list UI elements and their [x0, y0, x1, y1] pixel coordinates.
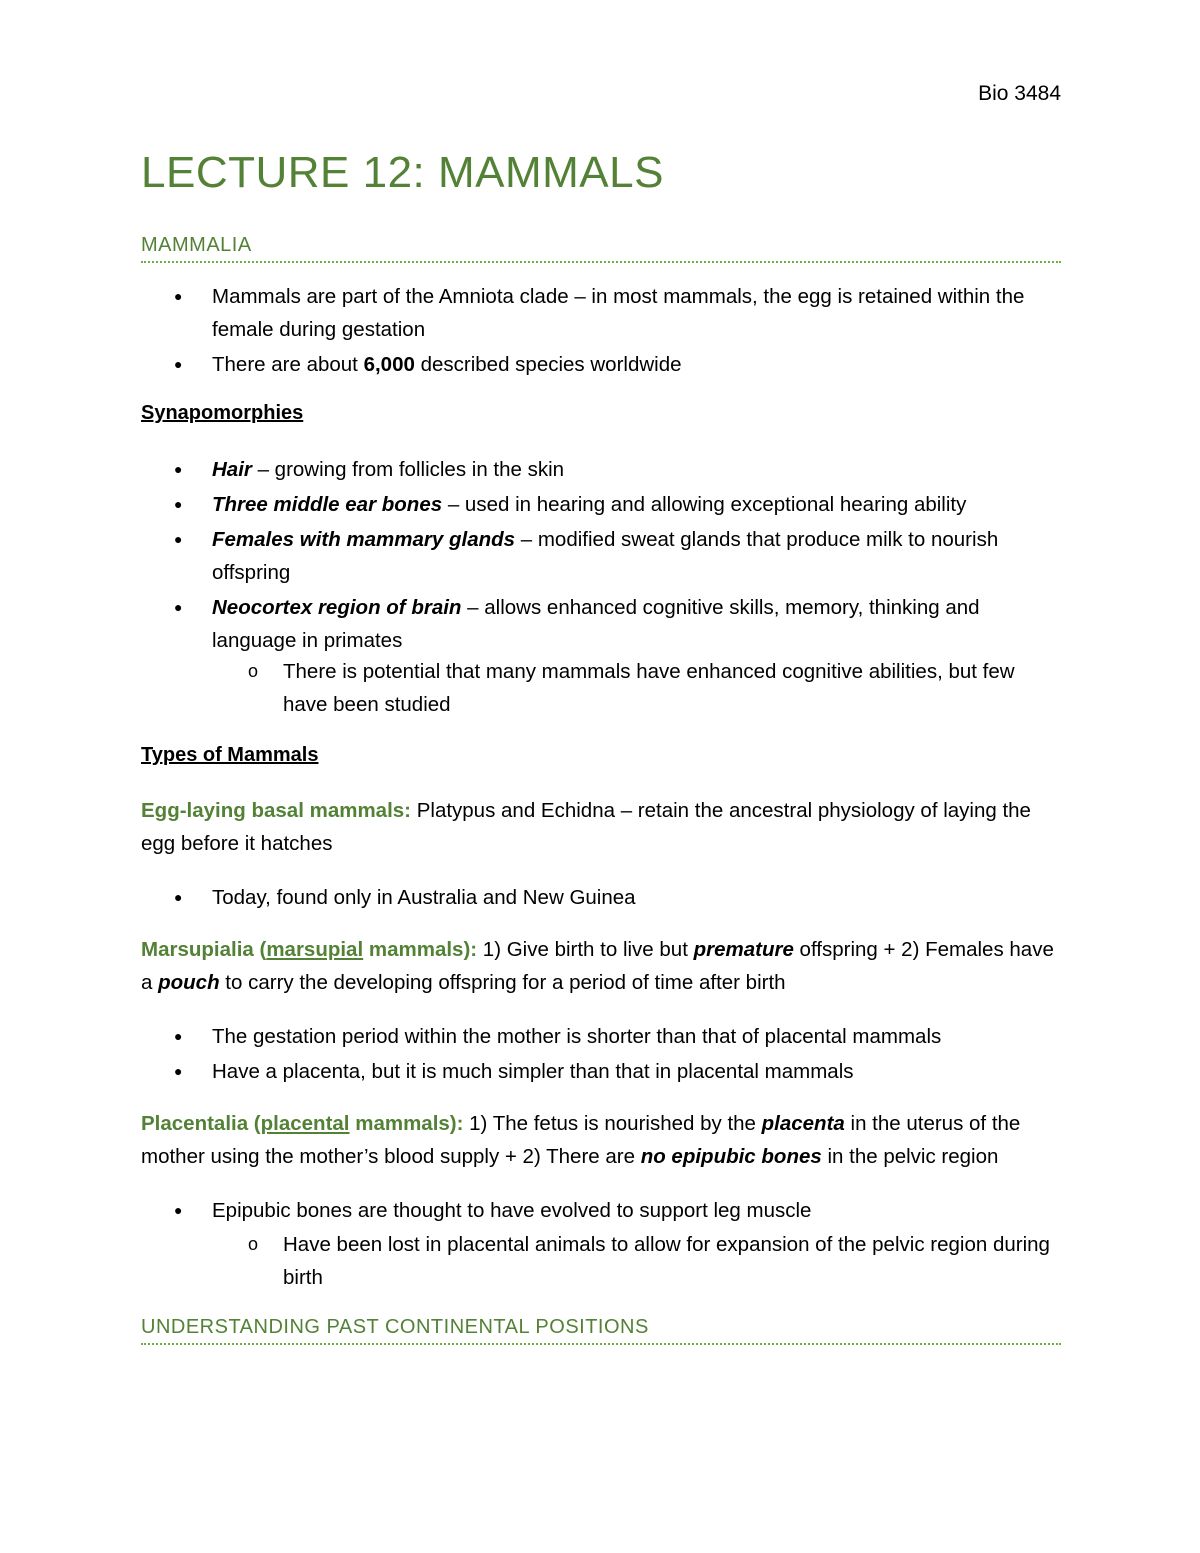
species-count: 6,000 [363, 353, 415, 376]
egg-laying-bullet-list [141, 881, 1061, 916]
synapomorphies-list [141, 453, 1061, 659]
egg-laying-paragraph: Egg-laying basal mammals: Platypus and Echidna – retain the ancestral physiology of laying the egg before it hatches [141, 799, 1031, 855]
list-item: o There is potential that many mammals have enhanced cognitive abilities, but few have been studied [212, 655, 1061, 721]
list-item: ● Three middle ear bones – used in hearing and allowing exceptional hearing ability [141, 488, 1061, 521]
section-heading-continental: UNDERSTANDING PAST CONTINENTAL POSITIONS [141, 1316, 1061, 1345]
list-item: ● Neocortex region of brain – allows enhanced cognitive skills, memory, thinking and language in primates [141, 591, 1061, 657]
list-item: ● The gestation period within the mother is shorter than that of placental mammals [141, 1020, 1061, 1053]
list-item: ● There are about 6,000 described species worldwide [141, 348, 1061, 381]
list-item: ● Mammals are part of the Amniota clade – in most mammals, the egg is retained within the female during gestation [141, 280, 1061, 346]
marsupialia-label: Marsupialia (marsupial mammals): [141, 938, 478, 961]
synapomorphies-sub-list [212, 655, 1061, 723]
list-item: ● Epipubic bones are thought to have evolved to support leg muscle [141, 1194, 1061, 1227]
section-heading-mammalia: MAMMALIA [141, 234, 1061, 263]
subheading-synapomorphies: Synapomorphies [141, 402, 304, 424]
list-item: ● Have a placenta, but it is much simpler than that in placental mammals [141, 1055, 1061, 1088]
list-item: ● Females with mammary glands – modified sweat glands that produce milk to nourish offspring [141, 523, 1061, 589]
marsupialia-bullet-list [141, 1020, 1061, 1090]
egg-laying-label: Egg-laying basal mammals: [141, 799, 412, 822]
marsupialia-paragraph: Marsupialia (marsupial mammals): 1) Give birth to live but premature offspring + 2) Females have a pouch to carry the developing offspring for a period of time after birth [141, 938, 1054, 994]
course-code: Bio 3484 [978, 82, 1061, 105]
placentalia-label: Placentalia (placental mammals): [141, 1112, 464, 1135]
placentalia-bullet-list [141, 1194, 1061, 1229]
placentalia-paragraph: Placentalia (placental mammals): 1) The fetus is nourished by the placenta in the uterus of the mother using the mother’s blood supply + 2) There are no epipubic bones in the pelvic region [141, 1112, 1021, 1168]
page-title: LECTURE 12: MAMMALS [141, 148, 664, 197]
placentalia-sub-list [212, 1228, 1061, 1296]
mammalia-bullet-list [141, 280, 1061, 383]
list-item: ● Hair – growing from follicles in the skin [141, 453, 1061, 486]
subheading-types-of-mammals: Types of Mammals [141, 744, 319, 766]
list-item: o Have been lost in placental animals to allow for expansion of the pelvic region during birth [212, 1228, 1061, 1294]
list-item: ● Today, found only in Australia and New Guinea [141, 881, 1061, 914]
